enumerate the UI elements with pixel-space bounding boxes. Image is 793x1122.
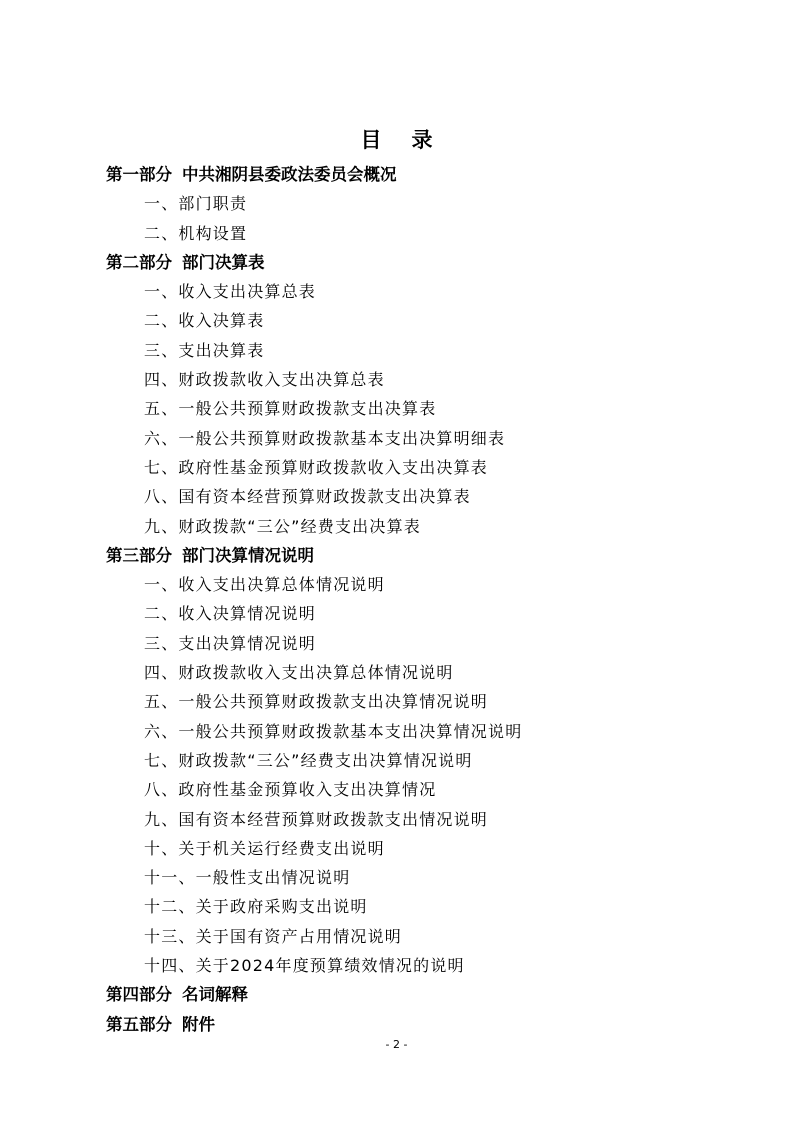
toc-item[interactable]: 九、财政拨款“三公”经费支出决算表: [144, 516, 421, 536]
toc-part-heading[interactable]: [106, 541, 726, 570]
toc-item[interactable]: 十三、关于国有资产占用情况说明: [144, 926, 403, 946]
toc-item[interactable]: 十一、一般性支出情况说明: [144, 868, 351, 888]
toc-item[interactable]: 四、财政拨款收入支出决算总表: [144, 370, 385, 390]
toc-item[interactable]: 一、收入支出决算总表: [144, 282, 317, 302]
toc-item[interactable]: 一、部门职责: [144, 194, 248, 214]
toc-item[interactable]: 五、一般公共预算财政拨款支出决算表: [144, 399, 437, 419]
toc-item[interactable]: 八、国有资本经营预算财政拨款支出决算表: [144, 487, 471, 507]
toc-item[interactable]: 九、国有资本经营预算财政拨款支出情况说明: [144, 809, 489, 829]
toc-part-number: 第三部分: [106, 545, 172, 565]
toc-item[interactable]: 七、财政拨款“三公”经费支出决算情况说明: [144, 750, 473, 770]
toc-part-number: 第一部分: [106, 165, 172, 184]
page-number: - 2 -: [385, 1038, 408, 1051]
toc-part-name: 名词解释: [182, 985, 248, 1005]
toc-part-number: 第四部分: [106, 985, 172, 1005]
toc-part-number: 第二部分: [106, 252, 172, 272]
toc-item[interactable]: 十、关于机关运行经费支出说明: [144, 838, 385, 858]
toc-part-number: 第五部分: [106, 1014, 172, 1034]
toc-part-heading[interactable]: [106, 1010, 726, 1039]
toc-part-name: 部门决算情况说明: [182, 545, 314, 565]
table-of-contents: [106, 160, 726, 1039]
toc-item[interactable]: 七、政府性基金预算财政拨款收入支出决算表: [144, 457, 489, 477]
toc-item[interactable]: 二、收入决算表: [144, 311, 265, 331]
toc-part-heading[interactable]: [106, 160, 726, 189]
toc-part-name: 中共湘阴县委政法委员会概况: [182, 165, 397, 184]
toc-item[interactable]: 三、支出决算情况说明: [144, 633, 317, 653]
toc-item[interactable]: 十二、关于政府采购支出说明: [144, 897, 368, 917]
toc-part-name: 附件: [182, 1014, 215, 1034]
toc-part-name: 部门决算表: [182, 252, 265, 272]
toc-item[interactable]: 四、财政拨款收入支出决算总体情况说明: [144, 663, 454, 683]
toc-item[interactable]: 十四、关于2024年度预算绩效情况的说明: [144, 956, 465, 976]
toc-item[interactable]: 六、一般公共预算财政拨款基本支出决算情况说明: [144, 721, 523, 741]
toc-item[interactable]: 二、机构设置: [144, 223, 248, 243]
toc-item[interactable]: 二、收入决算情况说明: [144, 604, 317, 624]
toc-item[interactable]: 六、一般公共预算财政拨款基本支出决算明细表: [144, 428, 506, 448]
page-title: 目录: [360, 128, 463, 152]
toc-item[interactable]: 五、一般公共预算财政拨款支出决算情况说明: [144, 692, 489, 712]
toc-item[interactable]: 八、政府性基金预算收入支出决算情况: [144, 780, 437, 800]
toc-part-heading[interactable]: [106, 980, 726, 1009]
toc-item[interactable]: 一、收入支出决算总体情况说明: [144, 575, 385, 595]
toc-part-heading[interactable]: [106, 248, 726, 277]
toc-item[interactable]: 三、支出决算表: [144, 340, 265, 360]
